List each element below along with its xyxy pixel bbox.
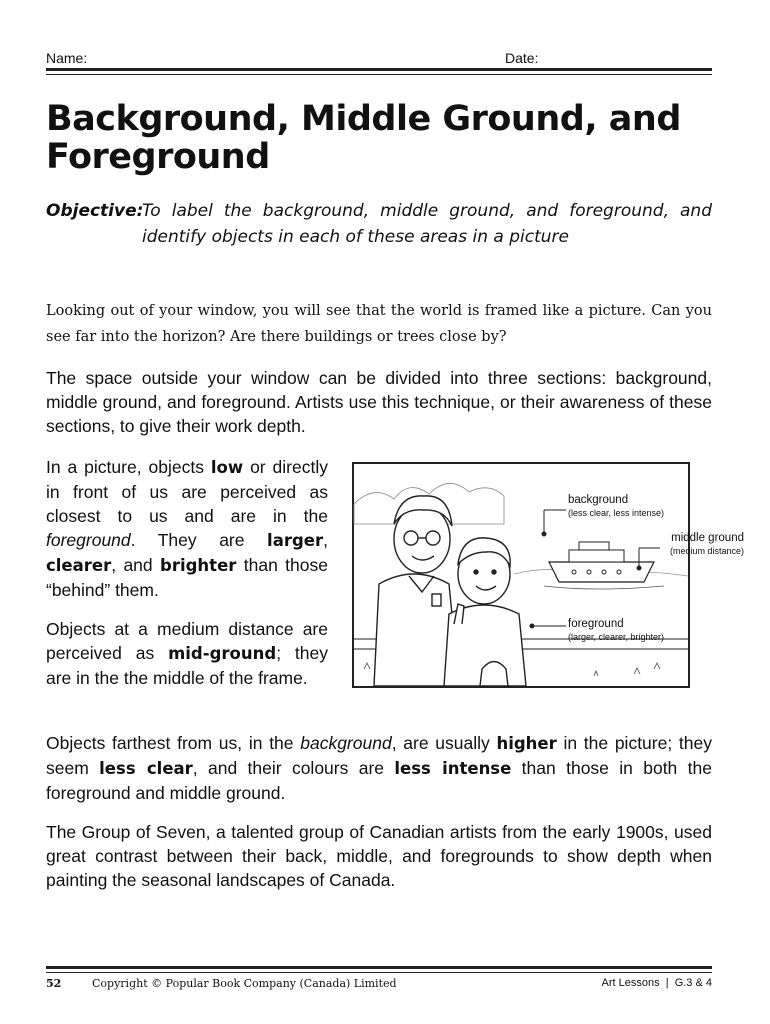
footer-rule-thin (46, 972, 712, 973)
illustration (354, 464, 744, 686)
objective-label: Objective: (46, 201, 144, 221)
illustration-frame (352, 462, 744, 688)
footer-rule (46, 966, 712, 969)
paragraph-sections: The space outside your window can be divided into three sections: background, middle ground, and foreground. Artists use this technique, or their awareness of these sections, to give their work depth. (46, 368, 712, 436)
series-info: Art Lessons | G.3 & 4 (601, 977, 712, 989)
page-title: Background, Middle Ground, and Foreground (46, 99, 681, 177)
name-label: Name: (46, 50, 88, 66)
page-number: 52 (46, 977, 62, 990)
paragraph-middle-ground: Objects at a medium distance are perceived as mid-ground; they are in the the middle of the frame. (46, 619, 328, 688)
boy-figure (444, 538, 526, 686)
paragraph-group-of-seven: The Group of Seven, a talented group of Canadian artists from the early 1900s, used great contrast between their back, middle, and foregrounds to show depth when painting the seasonal landscapes of Canada. (46, 822, 712, 890)
header-rule (46, 68, 712, 71)
copyright: Copyright © Popular Book Company (Canada) Limited (92, 977, 397, 990)
objective-text: To label the background, middle ground, and foreground, and identify objects in each of these areas in a picture (142, 201, 712, 247)
foreground-label: foreground (568, 618, 624, 630)
paragraph-foreground: In a picture, objects low or directly in front of us are perceived as closest to us and are in the foreground. They are larger, clearer, and brighter than those “behind” them. (46, 457, 328, 600)
header-rule-thin (46, 74, 712, 75)
foreground-note: (larger, clearer, brighter) (568, 632, 665, 642)
paragraph-background: Objects farthest from us, in the background, are usually higher in the picture; they seem less clear, and their colours are less intense than those in both the foreground and middle ground. (46, 733, 712, 803)
intro-paragraph: Looking out of your window, you will see that the world is framed like a picture. Can you see far into the horizon? Are there buildings or trees close by? (46, 303, 712, 345)
background-note: (less clear, less intense) (568, 508, 665, 518)
middle-ground-note: (medium distance) (669, 546, 744, 556)
background-label: background (568, 494, 629, 506)
boat (544, 542, 664, 589)
date-label: Date: (505, 50, 539, 66)
middle-ground-label: middle ground (671, 532, 744, 544)
